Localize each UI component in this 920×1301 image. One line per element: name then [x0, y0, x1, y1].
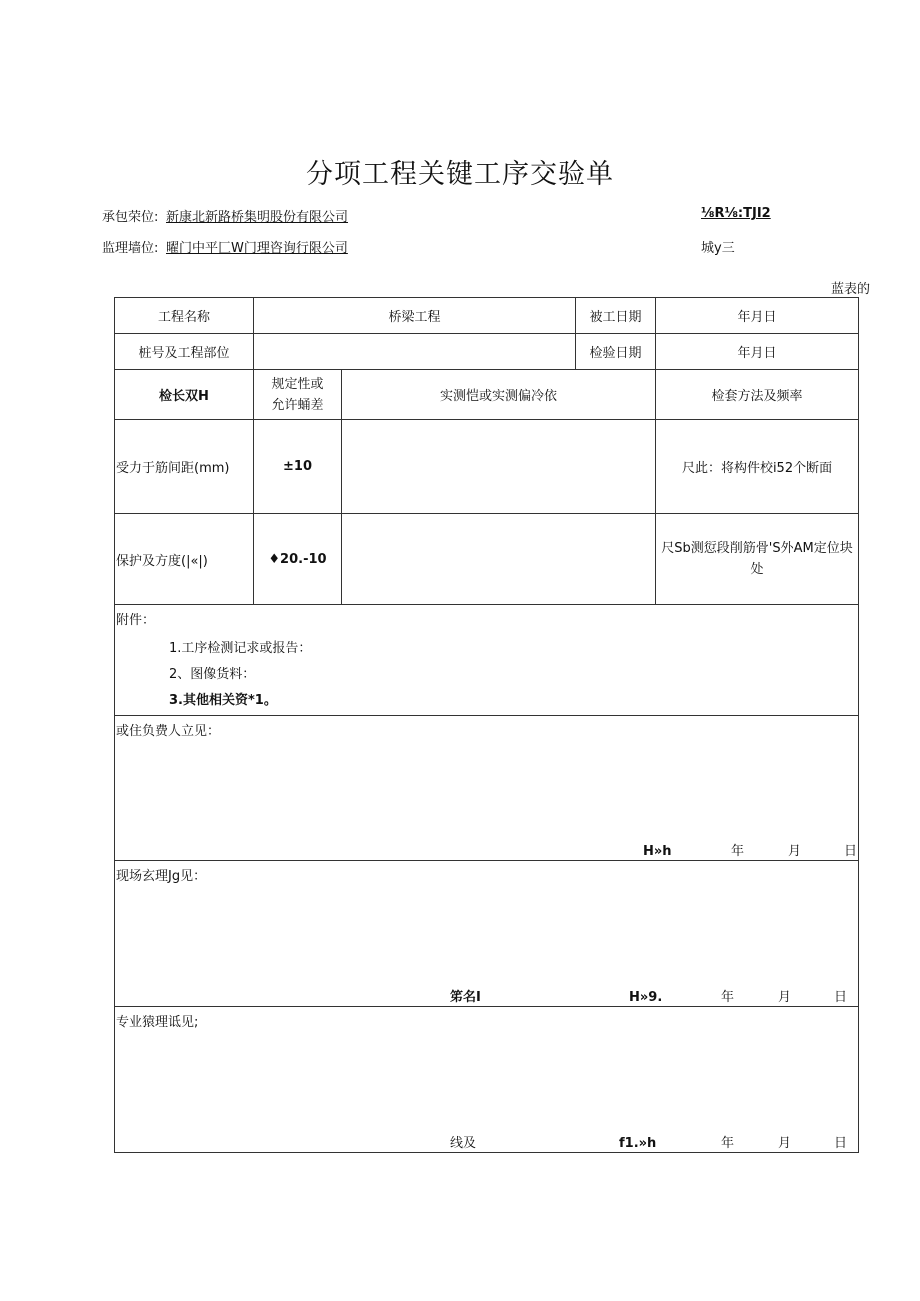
attachment-item: 2、图像货料：	[169, 667, 256, 682]
month-label: 月	[778, 990, 792, 1005]
item-name: 保护及方度(|«|)	[115, 514, 254, 605]
opinion-row	[115, 861, 859, 1007]
station-label: 桩号及工程部位	[115, 334, 254, 370]
attachment-item: 1.工序检测记求或报告：	[169, 641, 312, 656]
day-label: 日	[834, 990, 848, 1005]
measured-header: 实测恺或实测偏冷依	[342, 370, 656, 420]
month-label: 月	[778, 1136, 792, 1151]
signature-label: 线及	[450, 1136, 477, 1151]
table-row	[115, 420, 859, 514]
attachments-label: 附件：	[116, 613, 156, 628]
signature-label: 笫名I	[450, 990, 481, 1005]
table-row	[115, 514, 859, 605]
year-label: 年	[721, 990, 735, 1005]
date-prefix: H»h	[643, 844, 672, 859]
page-title: 分项工程关键工序交验单	[306, 159, 614, 190]
table-row	[115, 334, 859, 370]
supervisor-label: 监理墙位:	[102, 241, 159, 256]
attachments-row	[115, 605, 859, 716]
supervisor-value: 曜门中平匚W门理咨询行限公司	[166, 241, 348, 256]
year-label: 年	[731, 844, 745, 859]
inspection-date-value: 年月日	[656, 334, 859, 370]
inspection-date-label: 检验日期	[576, 334, 656, 370]
construction-date-value: 年月日	[656, 298, 859, 334]
opinion-row	[115, 1007, 859, 1153]
item-measured	[342, 514, 656, 605]
day-label: 日	[844, 844, 858, 859]
contract-number: ⅛R⅛:TJI2	[701, 206, 771, 221]
opinion-label: 专业猿理诋见;	[116, 1015, 199, 1030]
day-label: 日	[834, 1136, 848, 1151]
table-row	[115, 298, 859, 334]
opinion-row	[115, 716, 859, 861]
item-method: 尺Sb测愆段削筋骨'S外AM定位块处	[656, 514, 859, 605]
item-name: 受力于筋间距(mm)	[115, 420, 254, 514]
item-header: 检长双H	[115, 370, 254, 420]
inspection-table	[114, 297, 859, 1153]
contractor-value: 新康北新路桥集明股份有限公司	[166, 210, 349, 225]
contractor-label: 承包荣位:	[102, 210, 159, 225]
opinion-label: 或住负费人立见：	[116, 724, 221, 739]
item-tolerance: ±10	[254, 420, 342, 514]
form-number: 城y三	[701, 241, 735, 256]
opinion-label: 现场玄理Jg见：	[116, 869, 207, 884]
project-name-label: 工程名称	[115, 298, 254, 334]
opinion-section	[115, 716, 859, 861]
item-tolerance: ♦20.-10	[254, 514, 342, 605]
tolerance-header-line1: 规定性或	[271, 376, 324, 392]
station-value	[254, 334, 576, 370]
attachment-item: 3.其他相关资*1。	[169, 693, 277, 708]
item-method: 尺此：将构件校i52个断面	[656, 420, 859, 514]
item-measured	[342, 420, 656, 514]
opinion-section	[115, 861, 859, 1007]
tolerance-header	[254, 370, 342, 420]
month-label: 月	[788, 844, 802, 859]
construction-date-label: 被工日期	[576, 298, 656, 334]
method-header: 检套方法及频率	[656, 370, 859, 420]
opinion-section	[115, 1007, 859, 1153]
project-name-value: 桥梁工程	[254, 298, 576, 334]
column-header-row	[115, 370, 859, 420]
date-prefix: H»9.	[629, 990, 663, 1005]
year-label: 年	[721, 1136, 735, 1151]
date-prefix: f1.»h	[619, 1136, 657, 1151]
form-note: 蓝表的	[831, 282, 871, 297]
tolerance-header-line2: 允许蛹差	[271, 397, 324, 413]
attachments-section	[115, 605, 859, 716]
